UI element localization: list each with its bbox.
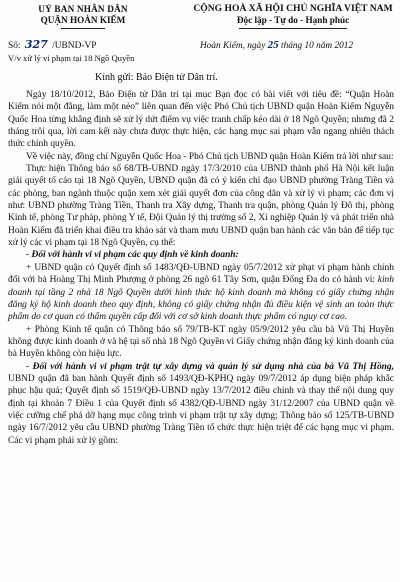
authority-line2: QUẬN HOÀN KIẾM [40, 15, 126, 25]
document-date [200, 39, 353, 51]
heading-business-violations: - Đối với hành vi vi phạm các quy định về kinh doanh: [26, 250, 239, 261]
penalty-text: + UBND quận có Quyết định số 1483/QĐ-UBND ngày 05/7/2012 xử phạt vi phạm hành chính đối với bà Hoàng Thị Minh Phượng ở phòng 26 ngõ 61 Tây Sơn, quận Đống Đa do có hành vi: [8, 262, 394, 286]
national-motto [190, 3, 396, 29]
nation-name: CỘNG HOÀ XÃ HỘI CHỦ NGHĨA VIỆT NAM [193, 3, 393, 14]
authority-underline [61, 28, 105, 29]
paragraph-intro: Ngày 18/10/2012, Báo Điện tử Dân trí tại mục Bạn đọc có bài viết với tiêu đề: “Quận Hoàn Kiếm nói một đằng, làm một nẻo” liên quan đến việc Phó Chủ tịch UBND quận Hoàn Kiếm Nguyễn Quốc Hoa từng khẳng định sẽ xử lý dứt điểm vụ việc tranh chấp kéo dài ở 18 Ngõ Quyền; nhưng đã 2 tháng trôi qua, lời cam kết này chưa được thực hiện, các hạng mục sai phạm vẫn ngang nhiên thách thức chính quyền. [8, 90, 394, 150]
number-label: Số: [8, 41, 21, 51]
authority-line1: UỶ BAN NHÂN DÂN [38, 4, 128, 14]
letter-body [8, 89, 394, 447]
date-suffix: tháng 10 năm 2012 [280, 41, 354, 51]
paragraph-penalty-decision [8, 262, 394, 324]
paragraph-economic-notice: + Phòng Kinh tế quận có Thông báo số 79/TB-KT ngày 05/9/2012 yêu cầu bà Vũ Thị Huyền không được kinh doanh ở và hệ tại số nhà 18 Ngõ Quyền vì Giấy chứng nhận đăng ký kinh doanh của bà Huyền không còn hiệu lực. [8, 324, 394, 360]
penalty-details: kinh doanh tại tầng 2 nhà 18 Ngõ Quyền dưới hình thức hộ kinh doanh mà không có giấy chứng nhận đăng ký hộ kinh doanh theo quy định, không có giấy chứng nhận đủ điều kiện vệ sinh an toàn thực phẩm do cơ quan có thẩm quyền cấp đối với cơ sở kinh doanh thực phẩm có nguy cơ cao. [8, 275, 394, 323]
handwritten-number: 327 [24, 38, 48, 51]
issuing-authority [8, 4, 158, 29]
recipient-line: Kính gửi: Báo Điện tử Dân trí. [95, 72, 218, 83]
heading-construction-violations: - Đối với hành vi vi phạm trật tự xây dựng và quản lý sử dụng nhà của bà Vũ Thị Hồng, [26, 361, 394, 372]
paragraph-construction [8, 361, 394, 447]
date-prefix: Hoàn Kiếm, ngày [200, 41, 266, 51]
handwritten-day: 25 [267, 39, 279, 51]
paragraph-implementation: Thực hiện Thông báo số 68/TB-UBND ngày 17/3/2010 của UBND thành phố Hà Nội kết luận giải quyết tố cáo tại 18 Ngõ Quyền, UBND quận đã có ý kiến chỉ đạo UBND phường Tràng Tiền và các phòng, ban ngành thuộc quận xem xét giải quyết đơn của công dân và xử lý vi phạm; các đơn vị như: UBND phường Tràng Tiền, Thanh tra Xây dựng, Thanh tra quận, phòng Quản lý Đô thị, phòng Kinh tế, phòng Tư pháp, phòng Y tế, Đội Quản lý thị trường số 2, Xí nghiệp Quản lý và phát triển nhà Hoàn Kiếm đã triển khai điều tra khảo sát và tham mưu UBND quận ban hành các văn bản để tiếp tục xử lý các vi phạm tại 18 Ngõ Quyền, cụ thể: [8, 164, 394, 249]
document-number [8, 38, 96, 51]
paragraph-response: Về việc này, đồng chí Nguyễn Quốc Hoa - Phó Chủ tịch UBND quận Hoàn Kiếm trả lời như sau: [26, 151, 394, 162]
motto-underline [239, 28, 347, 29]
number-suffix: /UBND-VP [52, 41, 97, 51]
motto: Độc lập - Tự do - Hạnh phúc [236, 15, 350, 25]
construction-text: UBND quận đã ban hành Quyết định số 1493/QĐ-KPHQ ngày 09/7/2012 áp dụng biện pháp khắc phục hậu quả; Quyết định số 1519/QĐ-UBND ngày 13/7/2012 điều chỉnh và thay thế nội dung quy định tại khoản 7 Điều 1 của Quyết định số 4382/QĐ-UBND ngày 31/12/2007 của UBND quận về việc cưỡng chế phá dỡ hạng mục công trình vi phạm trật tự xây dựng; Thông báo số 125/TB-UBND ngày 16/7/2012 yêu cầu UBND phường Tràng Tiền tổ chức thực hiện triệt để các hạng mục vi phạm. Các vi phạm phải xử lý gồm: [8, 373, 394, 446]
document-subject: V/v xử lý vi phạm tại 18 Ngõ Quyền [8, 53, 135, 63]
